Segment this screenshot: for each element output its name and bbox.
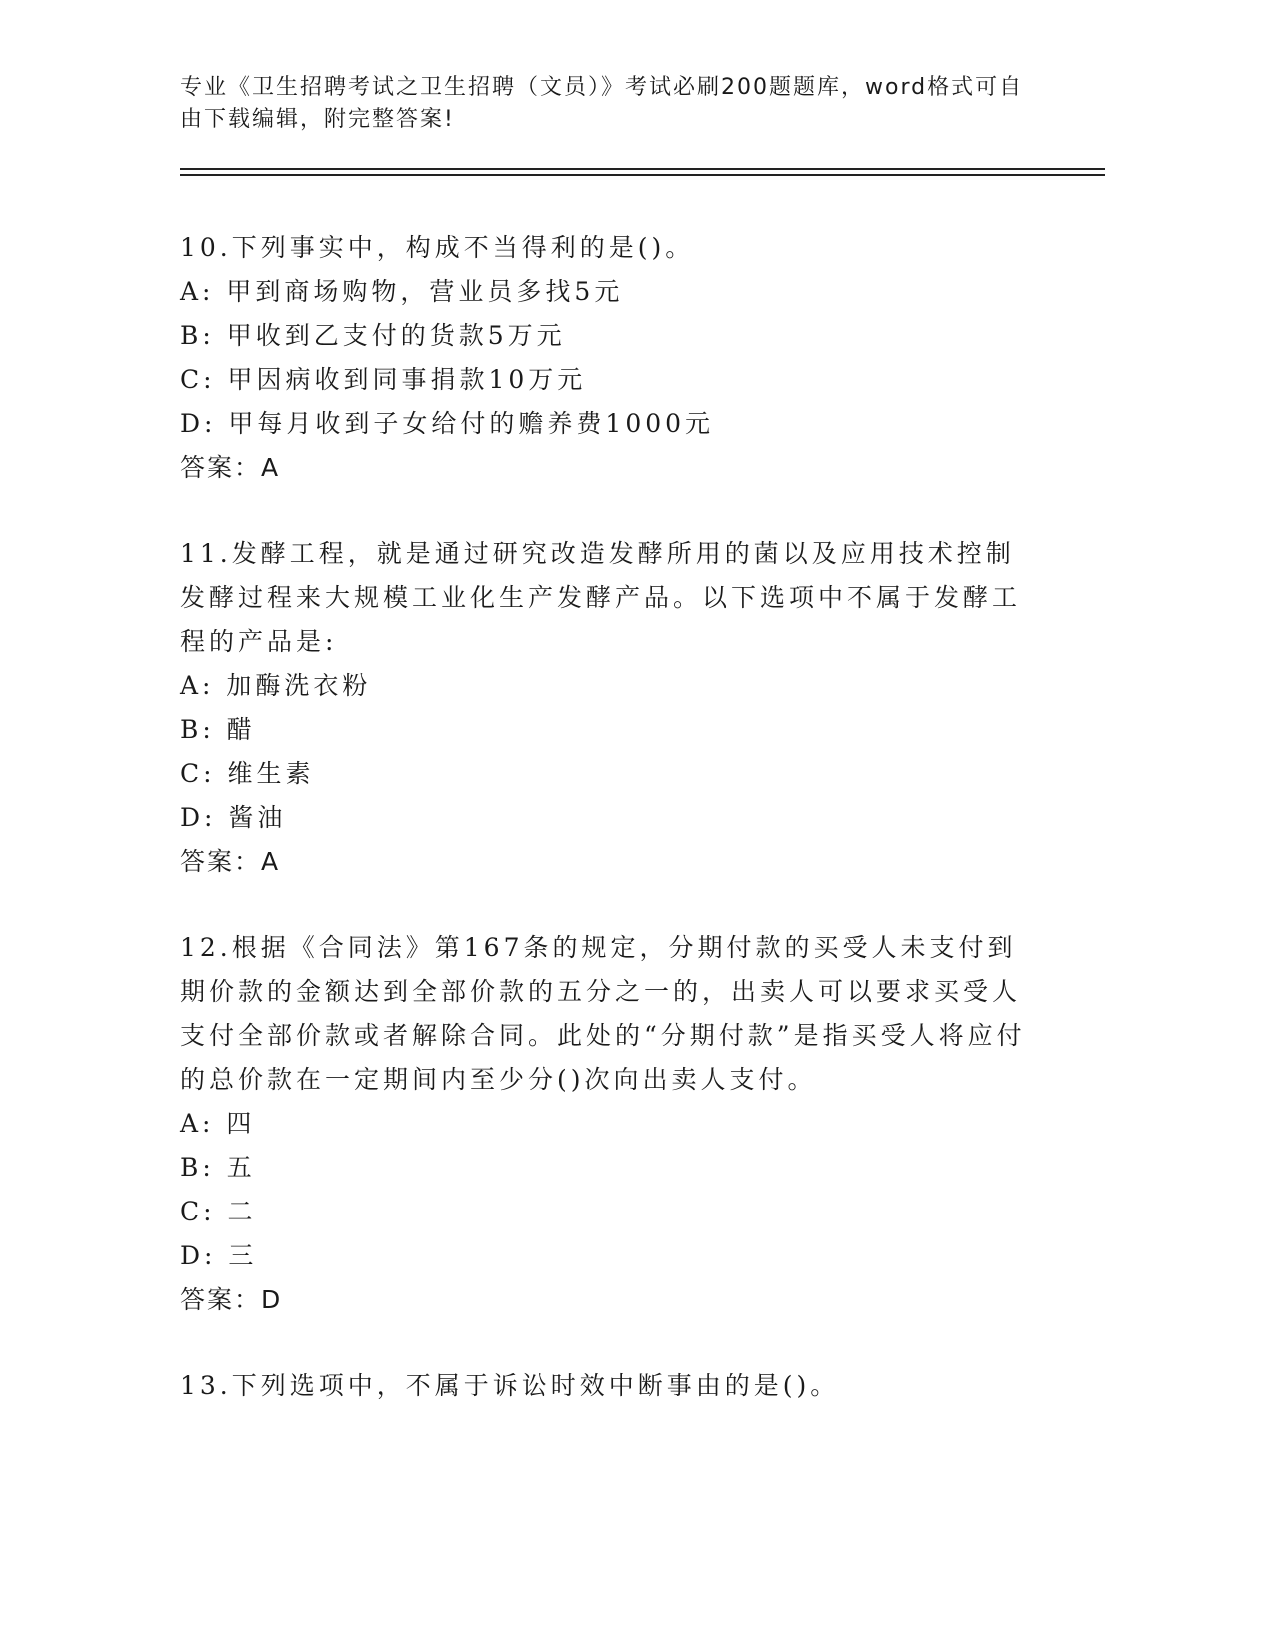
- question-10: [180, 226, 1040, 490]
- question-text: 12.根据《合同法》第167条的规定，分期付款的买受人未支付到期价款的金额达到全部价款的五分之一的，出卖人可以要求买受人支付全部价款或者解除合同。此处的“分期付款”是指买受人将应付的总价款在一定期间内至少分()次向出卖人支付。: [180, 933, 1026, 1094]
- header-line-1: 专业《卫生招聘考试之卫生招聘（文员）》考试必刷200题题库，word格式可自: [180, 75, 1024, 100]
- question-13: [180, 1364, 1040, 1408]
- answer-line: 答案：A: [180, 453, 281, 482]
- answer-line: 答案：A: [180, 847, 281, 876]
- option-a: A: 甲到商场购物，营业员多找5元: [180, 277, 624, 306]
- option-b: B: 五: [180, 1153, 256, 1182]
- option-b: B: 甲收到乙支付的货款5万元: [180, 321, 566, 350]
- question-11: [180, 532, 1040, 884]
- question-text: 13.下列选项中，不属于诉讼时效中断事由的是()。: [180, 1371, 840, 1400]
- option-d: D: 酱油: [180, 803, 287, 832]
- question-text: 11.发酵工程，就是通过研究改造发酵所用的菌以及应用技术控制发酵过程来大规模工业化生产发酵产品。以下选项中不属于发酵工程的产品是:: [180, 539, 1022, 656]
- option-d: D: 甲每月收到子女给付的赡养费1000元: [180, 409, 715, 438]
- option-c: C: 维生素: [180, 759, 315, 788]
- header-line-2: 由下载编辑，附完整答案!: [180, 107, 455, 132]
- option-d: D: 三: [180, 1241, 258, 1270]
- option-a: A: 加酶洗衣粉: [180, 671, 372, 700]
- option-c: C: 二: [180, 1197, 257, 1226]
- answer-line: 答案：D: [180, 1285, 283, 1314]
- question-list: [180, 226, 1040, 1450]
- header-divider-top: [180, 168, 1105, 170]
- header-divider-bottom: [180, 174, 1105, 176]
- question-12: [180, 926, 1040, 1322]
- question-text: 10.下列事实中，构成不当得利的是()。: [180, 233, 695, 262]
- option-b: B: 醋: [180, 715, 256, 744]
- option-c: C: 甲因病收到同事捐款10万元: [180, 365, 587, 394]
- document-header: [180, 72, 1060, 136]
- option-a: A: 四: [180, 1109, 256, 1138]
